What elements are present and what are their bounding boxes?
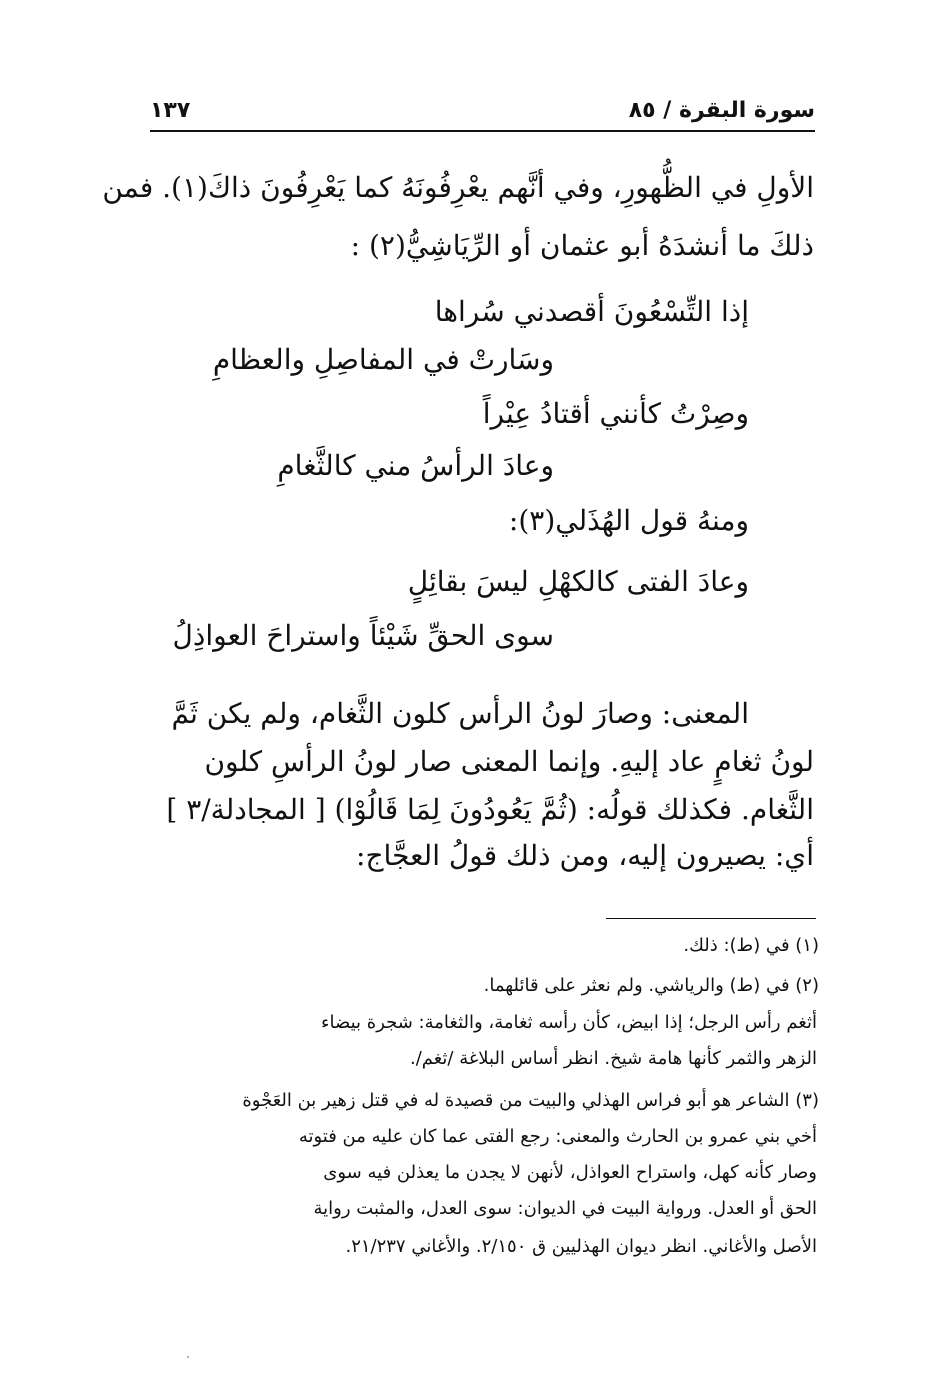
body-line: أي: يصيرون إليه، ومن ذلك قولُ العجَّاج:	[356, 839, 814, 872]
running-title: سورة البقرة / ٨٥	[628, 98, 815, 123]
body-line: ذلكَ ما أنشدَهُ أبو عثمان أو الرِّيَاشِيُّ(٢) :	[350, 229, 814, 262]
body-line: لونُ ثغامٍ عاد إليهِ. وإنما المعنى صار لونُ الرأسِ كلون	[204, 745, 814, 778]
poem-line: وعادَ الرأسُ مني كالثَّغامِ	[277, 449, 554, 482]
poem-line: وعادَ الفتى كالكهْلِ ليسَ بقائِلٍ	[407, 565, 749, 598]
scan-speck	[187, 1356, 189, 1358]
quote-intro: ومنهُ قول الهُذَلي(٣):	[508, 504, 749, 537]
poem-line: إذا التِّسْعُونَ أقصدني سُراها	[434, 295, 749, 328]
footnote: (٣) الشاعر هو أبو فراس الهذلي والبيت من قصيدة له في قتل زهير بن العَجْوة	[242, 1090, 819, 1111]
body-line: المعنى: وصارَ لونُ الرأس كلون الثَّغام، ولم يكن ثَمَّ	[171, 697, 749, 730]
footnote: وصار كأنه كهل، واستراح العواذل، لأنهن لا يجدن ما يعذلن فيه سوى	[323, 1162, 817, 1183]
footnote: الحق أو العدل. ورواية البيت في الديوان: سوى العدل، والمثبت رواية	[313, 1198, 817, 1219]
footnote-rule	[606, 918, 816, 919]
header-rule	[150, 130, 815, 132]
footnote: الزهر والثمر كأنها هامة شيخ. انظر أساس البلاغة /ثغم/.	[409, 1048, 817, 1069]
page-header	[150, 98, 815, 132]
footnote: (١) في (ط): ذلك.	[683, 935, 819, 956]
page-number: ١٣٧	[150, 98, 191, 123]
poem-line: سوى الحقِّ شَيْئاً واستراحَ العواذِلُ	[172, 619, 554, 652]
footnote: (٢) في (ط) والرياشي. ولم نعثر على قائلهما.	[483, 975, 819, 996]
body-line: الأولِ في الظُّهورِ، وفي أنَّهم يعْرِفُونَهُ كما يَعْرِفُونَ ذاكَ(١). فمن	[102, 171, 814, 204]
footnote: الأصل والأغاني. انظر ديوان الهذليين ق ٢/١٥٠. والأغاني ٢١/٢٣٧.	[345, 1236, 817, 1257]
poem-line: وصِرْتُ كأنني أقتادُ عِيْراً	[482, 397, 749, 430]
body-line: الثَّغام. فكذلك قولُه: (ثُمَّ يَعُودُونَ لِمَا قَالُوْا) [ المجادلة/٣ ]	[166, 793, 814, 826]
footnote: أثغم رأس الرجل؛ إذا ابيض، كأن رأسه ثغامة، والثغامة: شجرة بيضاء	[321, 1012, 817, 1033]
footnote: أخي بني عمرو بن الحارث والمعنى: رجع الفتى عما كان عليه من فتوته	[298, 1126, 817, 1147]
poem-line: وسَارتْ في المفاصِلِ والعظامِ	[212, 343, 554, 376]
